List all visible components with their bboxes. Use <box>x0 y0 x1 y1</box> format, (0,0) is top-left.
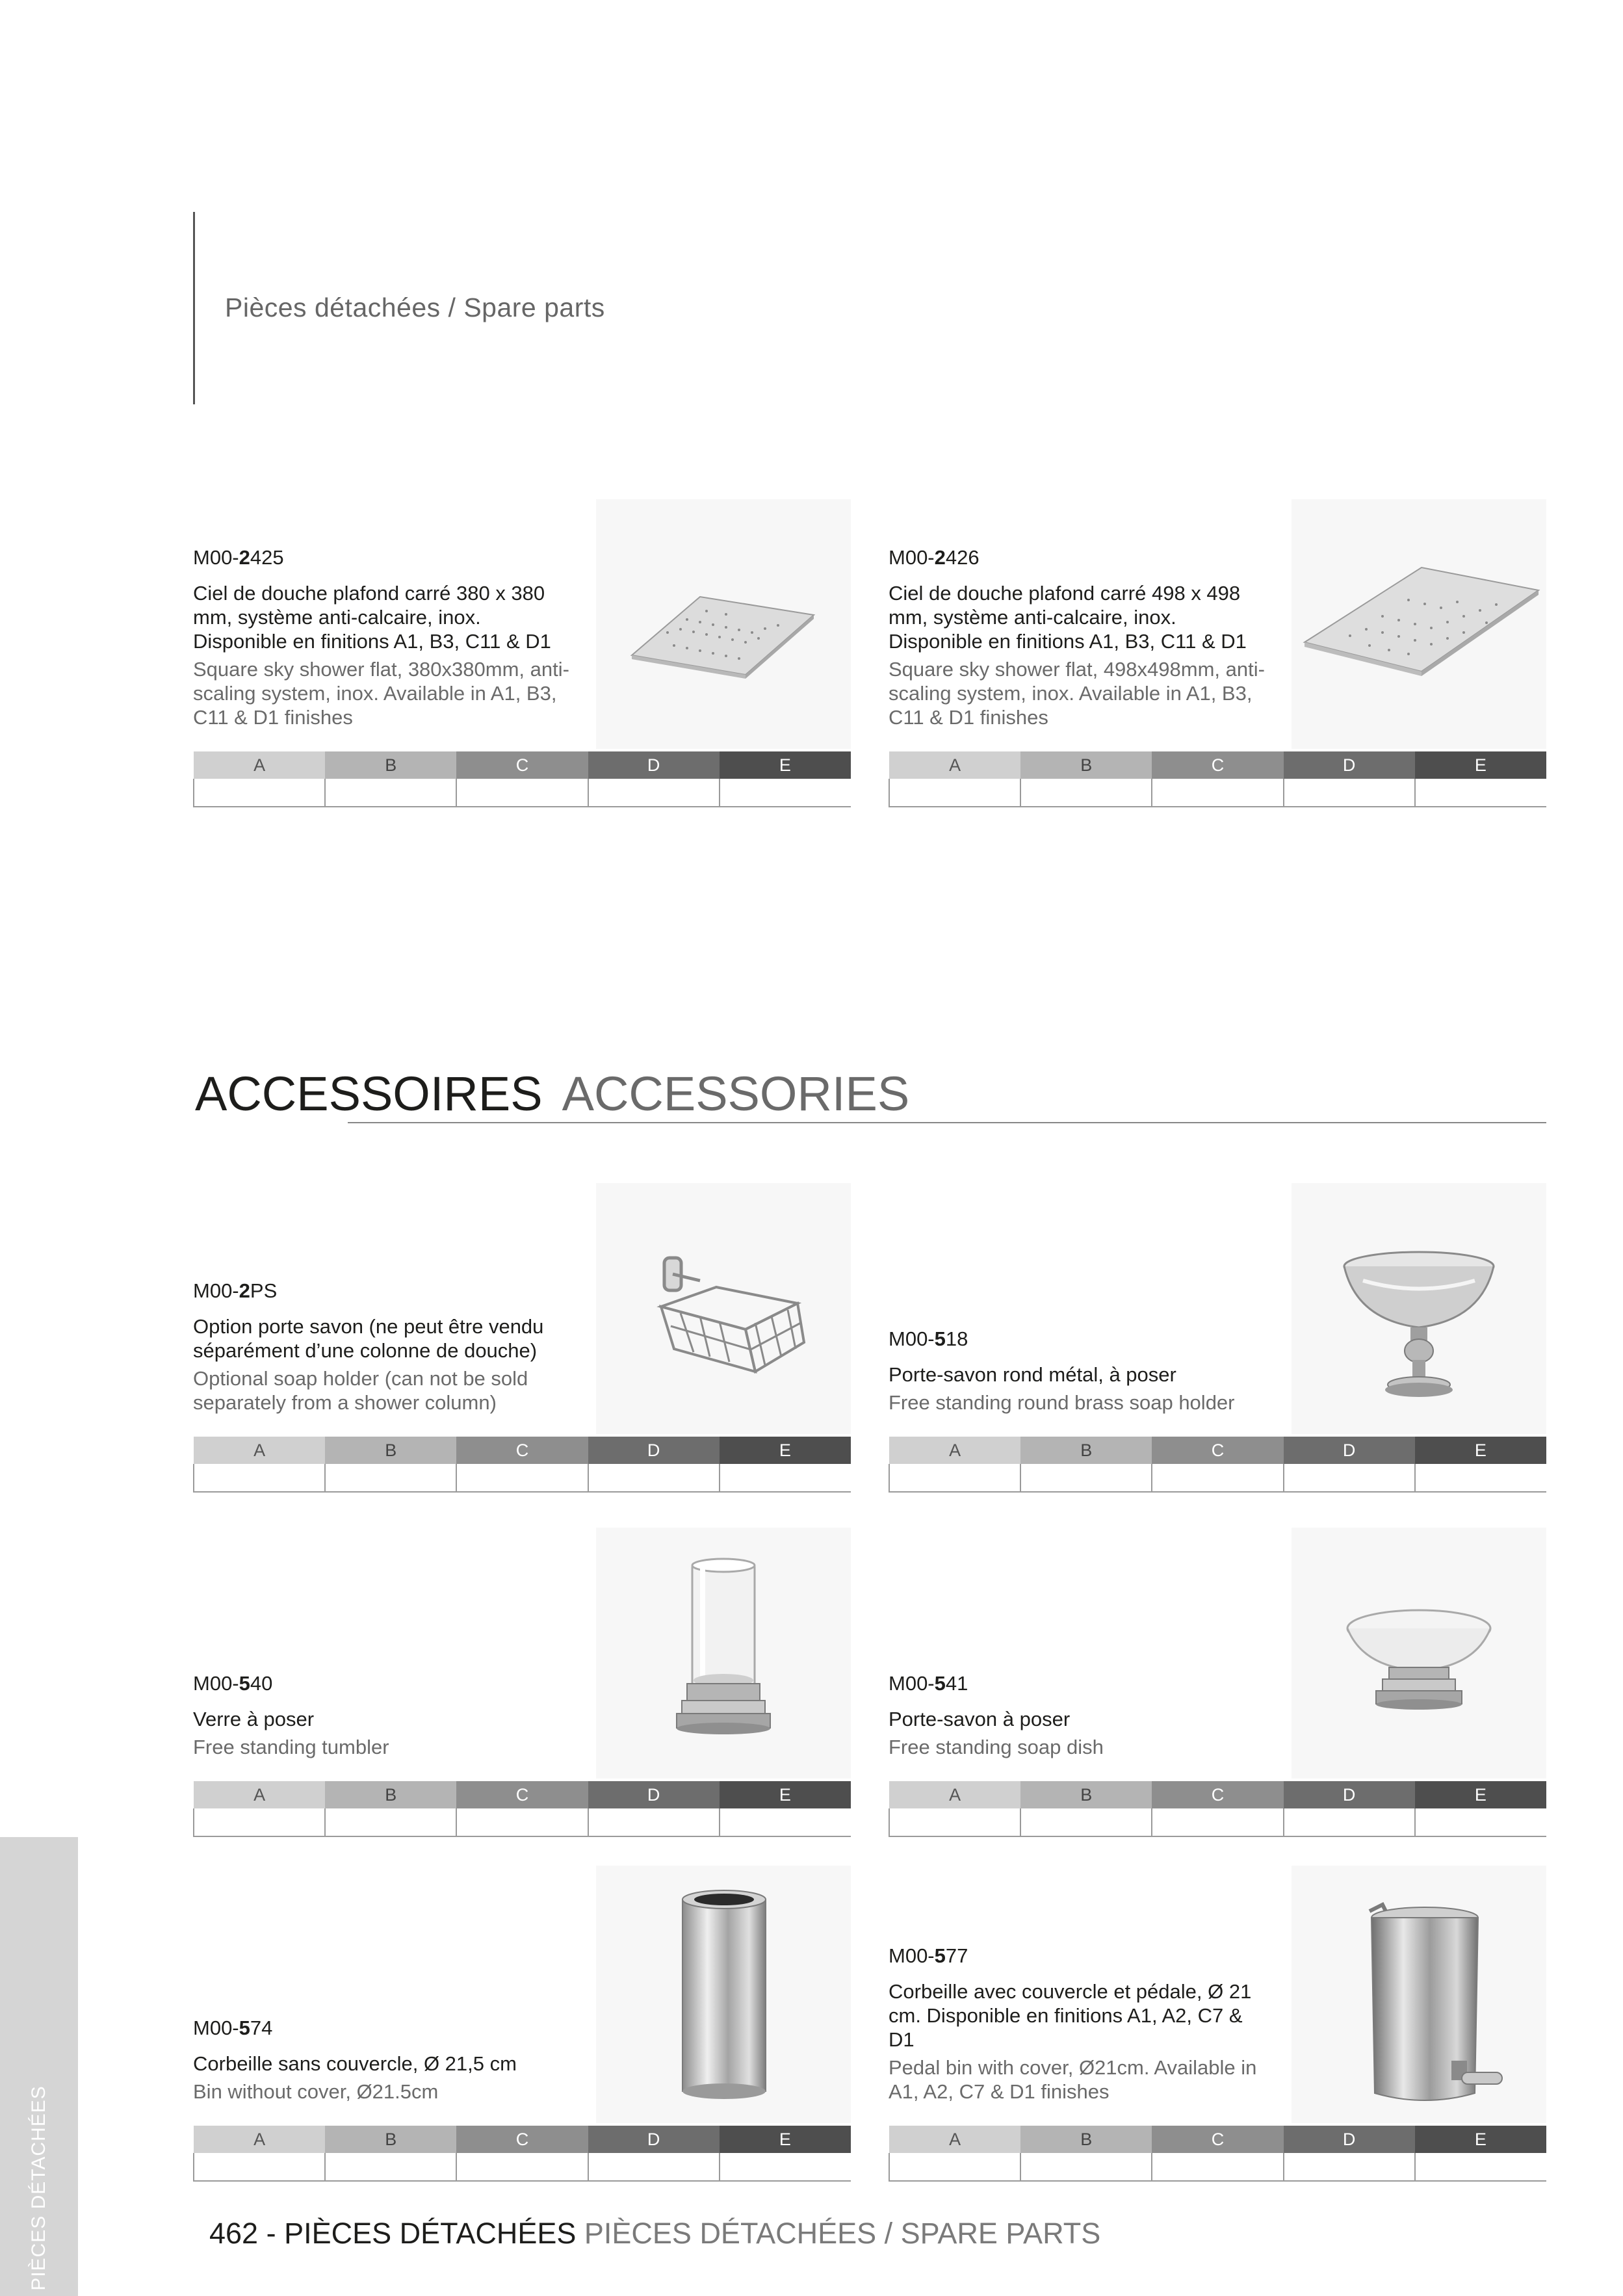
finish-e: E <box>1415 1781 1546 1808</box>
finish-cell <box>1020 2153 1152 2181</box>
finish-a: A <box>889 1781 1020 1808</box>
finish-cell <box>1152 779 1283 807</box>
finish-b: B <box>325 1437 456 1464</box>
side-tab-label: PIÈCES DÉTACHÉES <box>28 2085 49 2291</box>
description-fr: Corbeille avec couvercle et pédale, Ø 21 cm. Disponible en finitions A1, A2, C7 & D1 <box>889 1980 1252 2051</box>
finish-table <box>889 2126 1546 2182</box>
finish-cell <box>325 779 456 807</box>
finish-cell <box>456 1464 588 1492</box>
product-code: M00-2PS <box>193 1279 278 1302</box>
product-code: M00-577 <box>889 1944 968 1967</box>
finish-cell <box>194 1464 325 1492</box>
finish-b: B <box>325 751 456 779</box>
finish-d: D <box>588 1437 720 1464</box>
description-en: Pedal bin with cover, Ø21cm. Available in A1, A2, C7 & D1 finishes <box>889 2056 1257 2103</box>
section-rule <box>348 1122 1546 1123</box>
finish-cell <box>1415 1808 1546 1836</box>
finish-cell <box>194 779 325 807</box>
product-text <box>889 1672 1272 1759</box>
finish-cell <box>1284 1464 1415 1492</box>
finish-cell <box>1284 779 1415 807</box>
page-header: Pièces détachées / Spare parts <box>225 293 605 322</box>
description-fr: Ciel de douche plafond carré 498 x 498 mm, système anti-calcaire, inox. Disponible en finitions A1, B3, C11 & D1 <box>889 582 1247 653</box>
description-fr: Verre à poser <box>193 1708 315 1730</box>
finish-cell <box>1415 779 1546 807</box>
finish-cell <box>1152 1808 1283 1836</box>
square-shower-head-icon <box>596 499 851 749</box>
footer-title-fr: PIÈCES DÉTACHÉES <box>284 2217 577 2250</box>
product-text <box>193 1279 577 1415</box>
square-shower-head-icon <box>1292 499 1546 749</box>
description-en: Square sky shower flat, 498x498mm, anti-scaling system, inox. Available in A1, B3, C11 & D1 finishes <box>889 658 1265 729</box>
finish-e: E <box>720 751 851 779</box>
finish-d: D <box>1284 1437 1415 1464</box>
finish-b: B <box>325 2126 456 2153</box>
description-fr: Option porte savon (ne peut être vendu séparément d’une colonne de douche) <box>193 1315 544 1362</box>
finish-cell <box>720 1808 851 1836</box>
pedal-bin-icon <box>1292 1866 1546 2123</box>
soap-dish-icon <box>1292 1528 1546 1779</box>
finish-cell <box>1020 779 1152 807</box>
description-en: Optional soap holder (can not be sold separately from a shower column) <box>193 1367 528 1414</box>
finish-table <box>193 751 851 807</box>
page-footer <box>209 2217 1100 2250</box>
product-text <box>193 2016 577 2104</box>
finish-cell <box>889 2153 1020 2181</box>
finish-a: A <box>194 1781 325 1808</box>
finish-c: C <box>1152 751 1283 779</box>
finish-cell <box>456 2153 588 2181</box>
finish-cell <box>588 2153 720 2181</box>
product-text <box>889 546 1272 729</box>
finish-cell <box>194 1808 325 1836</box>
description-en: Square sky shower flat, 380x380mm, anti-scaling system, inox. Available in A1, B3, C11 & D1 finishes <box>193 658 569 729</box>
finish-b: B <box>1020 751 1152 779</box>
finish-cell <box>588 1464 720 1492</box>
page-number: 462 <box>209 2217 259 2250</box>
finish-cell <box>1284 1808 1415 1836</box>
finish-a: A <box>889 751 1020 779</box>
product-code: M00-518 <box>889 1327 968 1350</box>
description-en: Free standing soap dish <box>889 1736 1104 1758</box>
finish-a: A <box>194 751 325 779</box>
finish-table <box>193 1437 851 1493</box>
header-rule <box>193 212 195 404</box>
finish-d: D <box>1284 1781 1415 1808</box>
finish-table <box>889 1437 1546 1493</box>
finish-e: E <box>1415 1437 1546 1464</box>
finish-table <box>889 1781 1546 1837</box>
finish-a: A <box>889 2126 1020 2153</box>
finish-table <box>193 2126 851 2182</box>
finish-d: D <box>588 1781 720 1808</box>
finish-c: C <box>456 1437 588 1464</box>
finish-cell <box>325 1808 456 1836</box>
section-title-en: ACCESSORIES <box>562 1067 910 1121</box>
finish-d: D <box>588 2126 720 2153</box>
product-card <box>889 1183 1546 1493</box>
finish-cell <box>889 779 1020 807</box>
finish-cell <box>1284 2153 1415 2181</box>
finish-b: B <box>325 1781 456 1808</box>
side-tab <box>0 1837 78 2296</box>
product-code: M00-540 <box>193 1672 273 1695</box>
finish-cell <box>194 2153 325 2181</box>
section-title <box>195 1066 909 1121</box>
finish-c: C <box>456 2126 588 2153</box>
finish-c: C <box>1152 1781 1283 1808</box>
wire-soap-basket-icon <box>596 1183 851 1434</box>
finish-e: E <box>720 2126 851 2153</box>
finish-cell <box>1152 2153 1283 2181</box>
finish-cell <box>456 779 588 807</box>
product-card <box>889 499 1546 807</box>
finish-c: C <box>456 1781 588 1808</box>
finish-b: B <box>1020 2126 1152 2153</box>
section-title-fr: ACCESSOIRES <box>195 1067 543 1121</box>
product-text <box>193 1672 577 1759</box>
finish-a: A <box>194 2126 325 2153</box>
finish-cell <box>325 1464 456 1492</box>
description-en: Free standing tumbler <box>193 1736 389 1758</box>
description-fr: Porte-savon à poser <box>889 1708 1071 1730</box>
finish-d: D <box>1284 2126 1415 2153</box>
finish-cell <box>1152 1464 1283 1492</box>
finish-e: E <box>1415 751 1546 779</box>
finish-a: A <box>889 1437 1020 1464</box>
product-code: M00-2425 <box>193 546 284 569</box>
finish-e: E <box>720 1781 851 1808</box>
description-en: Bin without cover, Ø21.5cm <box>193 2080 439 2103</box>
finish-cell <box>588 779 720 807</box>
finish-cell <box>889 1808 1020 1836</box>
finish-cell <box>889 1464 1020 1492</box>
finish-a: A <box>194 1437 325 1464</box>
tumbler-icon <box>596 1528 851 1779</box>
finish-e: E <box>1415 2126 1546 2153</box>
finish-b: B <box>1020 1781 1152 1808</box>
product-card <box>193 1183 851 1493</box>
product-card <box>889 1528 1546 1837</box>
pedestal-soap-bowl-icon <box>1292 1183 1546 1434</box>
footer-separator: - <box>258 2217 285 2250</box>
description-fr: Porte-savon rond métal, à poser <box>889 1363 1176 1386</box>
finish-e: E <box>720 1437 851 1464</box>
finish-cell <box>1020 1808 1152 1836</box>
description-fr: Corbeille sans couvercle, Ø 21,5 cm <box>193 2052 517 2075</box>
finish-cell <box>1415 2153 1546 2181</box>
product-code: M00-541 <box>889 1672 968 1695</box>
description-en: Free standing round brass soap holder <box>889 1391 1235 1414</box>
product-card <box>193 1866 851 2182</box>
finish-c: C <box>456 751 588 779</box>
finish-cell <box>720 2153 851 2181</box>
description-fr: Ciel de douche plafond carré 380 x 380 mm, système anti-calcaire, inox. Disponible en finitions A1, B3, C11 & D1 <box>193 582 551 653</box>
finish-cell <box>588 1808 720 1836</box>
product-code: M00-2426 <box>889 546 980 569</box>
finish-b: B <box>1020 1437 1152 1464</box>
product-text <box>889 1944 1272 2104</box>
product-card <box>193 1528 851 1837</box>
finish-c: C <box>1152 1437 1283 1464</box>
finish-d: D <box>1284 751 1415 779</box>
finish-cell <box>456 1808 588 1836</box>
finish-cell <box>720 779 851 807</box>
finish-table <box>193 1781 851 1837</box>
finish-c: C <box>1152 2126 1283 2153</box>
finish-d: D <box>588 751 720 779</box>
finish-cell <box>720 1464 851 1492</box>
finish-cell <box>1415 1464 1546 1492</box>
product-text <box>193 546 577 729</box>
bin-icon <box>596 1866 851 2123</box>
product-card <box>889 1866 1546 2182</box>
product-card <box>193 499 851 807</box>
finish-table <box>889 751 1546 807</box>
footer-title-en: PIÈCES DÉTACHÉES / SPARE PARTS <box>576 2217 1101 2250</box>
product-text <box>889 1327 1272 1415</box>
product-code: M00-574 <box>193 2016 273 2039</box>
finish-cell <box>325 2153 456 2181</box>
finish-cell <box>1020 1464 1152 1492</box>
